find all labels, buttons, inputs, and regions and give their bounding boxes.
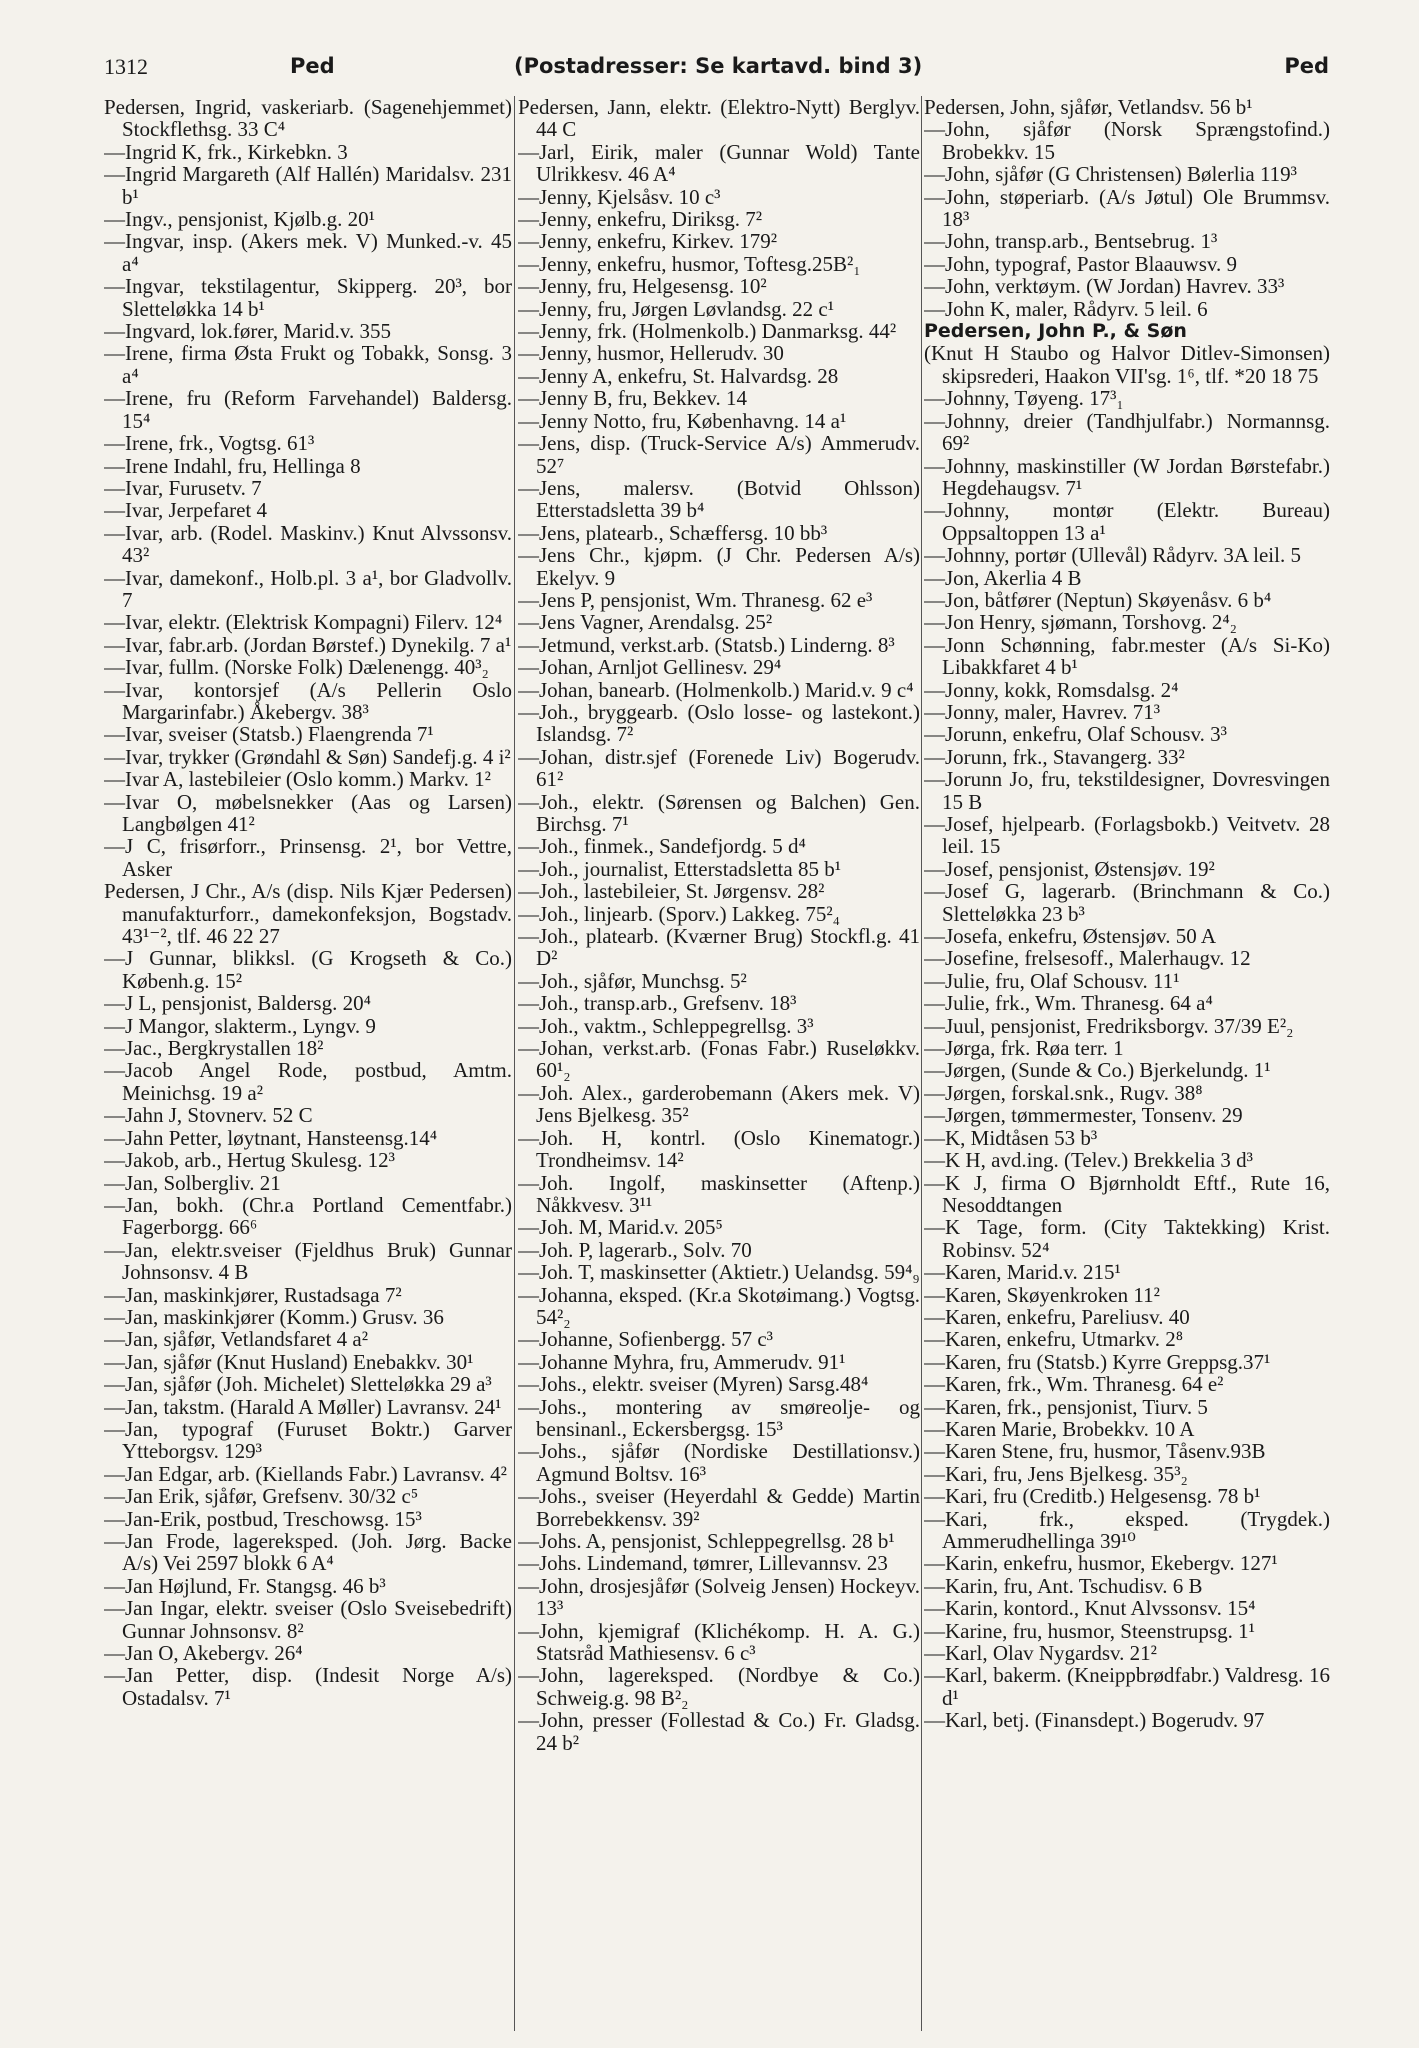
directory-entry: —Jenny B, fru, Bekkev. 14: [518, 386, 748, 411]
directory-entry: —Karl, Olav Nygardsv. 21²: [924, 1641, 1157, 1666]
directory-entry: —Jens, platearb., Schæffersg. 10 bb³: [518, 520, 828, 545]
directory-entry: —Irene Indahl, fru, Hellinga 8: [104, 453, 361, 478]
directory-entry: —Joh., vaktm., Schleppegrellsg. 3³: [518, 1013, 814, 1038]
header-right-keyword: Ped: [1284, 54, 1329, 78]
directory-entry: —Ivar, elektr. (Elektrisk Kompagni) Filerv. 12⁴: [104, 610, 503, 635]
directory-entry: —Ivar, fullm. (Norske Folk) Dælenengg. 40³₂: [104, 655, 489, 680]
directory-entry: —Jan, typograf (Furuset Boktr.) Garver Ytteborgsv. 129³: [104, 1416, 512, 1464]
directory-entry: —John, transp.arb., Bentsebrug. 1³: [924, 229, 1218, 254]
directory-entry: —Joh. H, kontrl. (Oslo Kinematogr.) Trondheimsv. 14²: [518, 1125, 920, 1173]
directory-entry: —Jan, sjåfør (Joh. Michelet) Sletteløkka 29 a³: [104, 1372, 492, 1397]
directory-entry: —J C, frisørforr., Prinsensg. 2¹, bor Vettre, Asker: [104, 834, 512, 881]
directory-entry: —Joh., sjåfør, Munchsg. 5²: [518, 968, 747, 993]
directory-entry: —Julie, frk., Wm. Thranesg. 64 a⁴: [924, 991, 1213, 1016]
directory-entry: —Jan, sjåfør, Vetlandsfaret 4 a²: [104, 1327, 368, 1352]
directory-entry: (Knut H Staubo og Halvor Ditlev-Simonsen) skipsrederi, Haakon VII'sg. 1⁶, tlf. *20 18 75: [924, 341, 1330, 388]
directory-entry: —Ingvard, lok.fører, Marid.v. 355: [104, 319, 392, 344]
directory-entry: —Jorunn Jo, fru, tekstildesigner, Dovresvingen 15 B: [924, 767, 1330, 814]
directory-entry: —Johan, verkst.arb. (Fonas Fabr.) Ruseløkkv. 60¹₂: [518, 1036, 920, 1083]
directory-entry: —Jan Ingar, elektr. sveiser (Oslo Sveisebedrift) Gunnar Johnsonsv. 8²: [104, 1596, 512, 1643]
directory-entry: —Jens, malersv. (Botvid Ohlsson) Etterstadsletta 39 b⁴: [518, 475, 920, 523]
directory-entry: —Johnny, portør (Ullevål) Rådyrv. 3A leil. 5: [924, 543, 1301, 568]
directory-entry: —Johs., montering av smøreolje- og bensinanl., Eckersbergsg. 15³: [518, 1394, 920, 1441]
directory-entry: —John, presser (Follestad & Co.) Fr. Gladsg. 24 b²: [518, 1708, 920, 1755]
directory-entry: —Karine, fru, husmor, Steenstrupsg. 1¹: [924, 1618, 1255, 1643]
directory-entry: —Jan, maskinkjører (Komm.) Grusv. 36: [104, 1304, 444, 1329]
directory-entry: —Ivar, trykker (Grøndahl & Søn) Sandefj.g. 4 i²: [104, 744, 511, 769]
directory-entry: —Juul, pensjonist, Fredriksborgv. 37/39 E²₂: [924, 1013, 1294, 1038]
directory-entry: —Josefine, frelsesoff., Malerhaugv. 12: [924, 946, 1251, 971]
directory-entry: —Ivar, kontorsjef (A/s Pellerin Oslo Margarinfabr.) Åkebergv. 38³: [104, 677, 512, 724]
directory-entry: —John, typograf, Pastor Blaauwsv. 9: [924, 251, 1238, 276]
directory-entry: Pedersen, Jann, elektr. (Elektro-Nytt) Berglyv. 44 C: [518, 96, 920, 142]
directory-entry: —Jenny Notto, fru, Københavng. 14 a¹: [518, 408, 847, 433]
directory-entry: —Jan, elektr.sveiser (Fjeldhus Bruk) Gunnar Johnsonsv. 4 B: [104, 1237, 512, 1285]
directory-entry: —K, Midtåsen 53 b³: [924, 1125, 1098, 1150]
directory-entry: —Jenny A, enkefru, St. Halvardsg. 28: [518, 363, 839, 388]
page-number: 1312: [104, 54, 148, 79]
directory-entry: —Josef, hjelpearb. (Forlagsbokb.) Veitvetv. 28 leil. 15: [924, 812, 1330, 859]
directory-column-2: [518, 96, 920, 2036]
directory-entry: —Jørga, frk. Røa terr. 1: [924, 1036, 1124, 1061]
directory-entry: Pedersen, John, sjåfør, Vetlandsv. 56 b¹: [924, 96, 1253, 119]
directory-entry: —Jan Højlund, Fr. Stangsg. 46 b³: [104, 1573, 386, 1598]
directory-entry: Pedersen, J Chr., A/s (disp. Nils Kjær Pedersen) manufakturforr., damekonfeksjon, Bogstadv. 43¹⁻², tlf. 46 22 27: [104, 879, 512, 949]
header-center-note: (Postadresser: Se kartavd. bind 3): [514, 54, 923, 78]
directory-entry: —John, lagereksped. (Nordbye & Co.) Schweig.g. 98 B²₂: [518, 1663, 920, 1710]
directory-entry: —Karen Marie, Brobekkv. 10 A: [924, 1416, 1195, 1441]
directory-entry: —Johan, Arnljot Gellinesv. 29⁴: [518, 655, 782, 680]
directory-entry: —Ingvar, insp. (Akers mek. V) Munked.-v. 45 a⁴: [104, 229, 512, 276]
directory-entry: —Julie, fru, Olaf Schousv. 11¹: [924, 968, 1180, 993]
directory-entry: —Johan, banearb. (Holmenkolb.) Marid.v. 9 c⁴: [518, 677, 914, 702]
directory-entry: —Johnny, montør (Elektr. Bureau) Oppsaltoppen 13 a¹: [924, 498, 1330, 545]
directory-entry: —Jorunn, frk., Stavangerg. 33²: [924, 744, 1185, 769]
column-divider: [514, 96, 515, 2031]
directory-entry: —Karen, frk., Wm. Thranesg. 64 e²: [924, 1372, 1224, 1397]
directory-column-1: [104, 96, 512, 2036]
directory-entry: —Jarl, Eirik, maler (Gunnar Wold) Tante Ulrikkesv. 46 A⁴: [518, 139, 920, 187]
directory-entry: —Johanna, eksped. (Kr.a Skotøimang.) Vogtsg. 54²₂: [518, 1282, 920, 1329]
directory-entry: —Jørgen, (Sunde & Co.) Bjerkelundg. 1¹: [924, 1058, 1271, 1083]
directory-entry: —Ingvar, tekstilagentur, Skipperg. 20³, bor Sletteløkka 14 b¹: [104, 274, 512, 321]
directory-entry: —Joh., journalist, Etterstadsletta 85 b¹: [518, 856, 841, 881]
directory-column-3: [924, 96, 1330, 2036]
directory-entry: —Jan, Solbergliv. 21: [104, 1170, 281, 1195]
directory-entry: —Jan Petter, disp. (Indesit Norge A/s) Ostadalsv. 7¹: [104, 1663, 512, 1710]
directory-entry: —Karin, enkefru, husmor, Ekebergv. 127¹: [924, 1551, 1278, 1576]
directory-entry: —Irene, frk., Vogtsg. 61³: [104, 431, 315, 456]
directory-entry: —Ingv., pensjonist, Kjølb.g. 20¹: [104, 207, 375, 232]
directory-entry: —Jan, bokh. (Chr.a Portland Cementfabr.) Fagerborgg. 66⁶: [104, 1192, 512, 1240]
directory-entry: —Ivar O, møbelsnekker (Aas og Larsen) Langbølgen 41²: [104, 789, 512, 836]
directory-entry: —Joh., finmek., Sandefjordg. 5 d⁴: [518, 834, 806, 859]
directory-entry: —Jenny, fru, Jørgen Løvlandsg. 22 c¹: [518, 296, 834, 321]
directory-entry: —Johs., sjåfør (Nordiske Destillationsv.) Agmund Boltsv. 16³: [518, 1439, 920, 1486]
directory-entry: —J Gunnar, blikksl. (G Krogseth & Co.) Københ.g. 15²: [104, 946, 512, 993]
directory-entry: —Jonny, kokk, Romsdalsg. 2⁴: [924, 677, 1179, 702]
directory-entry: —Jørgen, forskal.snk., Rugv. 38⁸: [924, 1080, 1203, 1105]
directory-entry: —Ivar, sveiser (Statsb.) Flaengrenda 7¹: [104, 722, 434, 747]
directory-entry: —K H, avd.ing. (Telev.) Brekkelia 3 d³: [924, 1148, 1253, 1173]
directory-entry: —Johnny, Tøyeng. 17³₁: [924, 386, 1124, 411]
directory-entry: Pedersen, Ingrid, vaskeriarb. (Sagenehjemmet) Stockflethsg. 33 C⁴: [104, 96, 512, 142]
directory-entry: —Karen, Marid.v. 215¹: [924, 1260, 1121, 1285]
directory-entry: —Karl, betj. (Finansdept.) Bogerudv. 97: [924, 1708, 1265, 1733]
directory-entry: —Joh. Alex., garderobemann (Akers mek. V) Jens Bjelkesg. 35²: [518, 1080, 920, 1128]
directory-entry: —Josef, pensjonist, Østensjøv. 19²: [924, 856, 1215, 881]
directory-entry: —Joh. M, Marid.v. 205⁵: [518, 1215, 723, 1240]
directory-entry: —Jacob Angel Rode, postbud, Amtm. Meinichsg. 19 a²: [104, 1058, 512, 1105]
directory-entry: —Jenny, enkefru, Diriksg. 7²: [518, 207, 763, 232]
directory-entry: —Karen Stene, fru, husmor, Tåsenv.93B: [924, 1439, 1266, 1464]
directory-entry: —Ivar, Jerpefaret 4: [104, 498, 267, 523]
directory-entry: —Jens P, pensjonist, Wm. Thranesg. 62 e³: [518, 587, 873, 612]
directory-entry: —John K, maler, Rådyrv. 5 leil. 6: [924, 296, 1208, 321]
directory-entry: —Johnny, maskinstiller (W Jordan Børstefabr.) Hegdehaugsv. 7¹: [924, 453, 1330, 500]
directory-entry: —Ivar, damekonf., Holb.pl. 3 a¹, bor Gladvollv. 7: [104, 565, 512, 612]
directory-entry: —J Mangor, slakterm., Lyngv. 9: [104, 1013, 376, 1038]
directory-entry: —Jens Vagner, Arendalsg. 25²: [518, 610, 773, 635]
directory-entry: —Joh., linjearb. (Sporv.) Lakkeg. 75²₄: [518, 901, 840, 926]
directory-entry: —John, sjåfør (G Christensen) Bølerlia 119³: [924, 162, 1297, 187]
directory-entry: —Jan, maskinkjører, Rustadsaga 7²: [104, 1282, 402, 1307]
directory-entry: —Jens, disp. (Truck-Service A/s) Ammerudv. 52⁷: [518, 431, 920, 478]
directory-entry: —Johs., sveiser (Heyerdahl & Gedde) Martin Borrebekkensv. 39²: [518, 1484, 920, 1531]
directory-entry: —Jenny, fru, Helgesensg. 10²: [518, 274, 767, 299]
directory-entry: —Ivar, arb. (Rodel. Maskinv.) Knut Alvssonsv. 43²: [104, 520, 512, 568]
directory-entry: —Kari, fru (Creditb.) Helgesensg. 78 b¹: [924, 1484, 1261, 1509]
directory-entry: —Jonny, maler, Havrev. 71³: [924, 699, 1161, 724]
directory-entry: —John, støperiarb. (A/s Jøtul) Ole Brummsv. 18³: [924, 184, 1330, 232]
directory-entry: —Jenny, enkefru, Kirkev. 179²: [518, 229, 778, 254]
directory-entry: —Jorunn, enkefru, Olaf Schousv. 3³: [924, 722, 1227, 747]
directory-entry: —Irene, firma Østa Frukt og Tobakk, Sonsg. 3 a⁴: [104, 341, 512, 388]
directory-entry: —Karen, Skøyenkroken 11²: [924, 1282, 1160, 1307]
page-header: [104, 54, 1329, 90]
directory-entry: —Jan, takstm. (Harald A Møller) Lavransv. 24¹: [104, 1394, 502, 1419]
directory-entry: —Jon, Akerlia 4 B: [924, 565, 1082, 590]
directory-entry: —Johs. Lindemand, tømrer, Lillevannsv. 23: [518, 1551, 888, 1576]
directory-entry: —Joh. Ingolf, maskinsetter (Aftenp.) Nåkkvesv. 3¹¹: [518, 1170, 920, 1217]
directory-entry: —Jan-Erik, postbud, Treschowsg. 15³: [104, 1506, 422, 1531]
directory-entry: —Jenny, Kjelsåsv. 10 c³: [518, 184, 721, 209]
directory-entry: —Joh., lastebileier, St. Jørgensv. 28²: [518, 879, 825, 904]
header-left-keyword: Ped: [290, 54, 335, 78]
directory-entry: —Karin, kontord., Knut Alvssonsv. 15⁴: [924, 1596, 1256, 1621]
directory-entry: —Josef G, lagerarb. (Brinchmann & Co.) Sletteløkka 23 b³: [924, 879, 1330, 926]
directory-entry: —Joh., bryggearb. (Oslo losse- og lastekont.) Islandsg. 7²: [518, 699, 920, 747]
directory-entry: —Jørgen, tømmermester, Tonsenv. 29: [924, 1103, 1243, 1128]
directory-entry: —Karen, enkefru, Utmarkv. 2⁸: [924, 1327, 1184, 1352]
directory-entry: —John, sjåfør (Norsk Sprængstofind.) Brobekkv. 15: [924, 117, 1330, 164]
directory-entry: —Jahn Petter, løytnant, Hansteensg.14⁴: [104, 1125, 438, 1150]
directory-entry: —Johanne Myhra, fru, Ammerudv. 91¹: [518, 1349, 846, 1374]
directory-entry: —Joh., elektr. (Sørensen og Balchen) Gen. Birchsg. 7¹: [518, 789, 920, 836]
directory-entry: —Karen, enkefru, Pareliusv. 40: [924, 1304, 1190, 1329]
directory-entry: —Jan, sjåfør (Knut Husland) Enebakkv. 30¹: [104, 1349, 474, 1374]
directory-entry: —Jenny, husmor, Hellerudv. 30: [518, 341, 784, 366]
directory-entry: —Jetmund, verkst.arb. (Statsb.) Linderng. 8³: [518, 632, 895, 657]
directory-entry: —Jens Chr., kjøpm. (J Chr. Pedersen A/s) Ekelyv. 9: [518, 543, 920, 590]
directory-entry: —Johnny, dreier (Tandhjulfabr.) Normannsg. 69²: [924, 408, 1330, 456]
directory-entry: —Jonn Schønning, fabr.mester (A/s Si-Ko) Libakkfaret 4 b¹: [924, 632, 1330, 680]
directory-entry: —Jenny, enkefru, husmor, Toftesg.25B²₁: [518, 251, 861, 276]
directory-entry: —Josefa, enkefru, Østensjøv. 50 A: [924, 924, 1217, 949]
directory-entry: —Jan Erik, sjåfør, Grefsenv. 30/32 c⁵: [104, 1484, 419, 1509]
directory-entry: —Jahn J, Stovnerv. 52 C: [104, 1103, 313, 1128]
column-divider: [921, 96, 922, 2031]
directory-entry: —Joh. T, maskinsetter (Aktietr.) Uelandsg. 59⁴₉: [518, 1260, 920, 1285]
directory-entry: —J L, pensjonist, Baldersg. 20⁴: [104, 991, 371, 1016]
directory-entry: —Karl, bakerm. (Kneippbrødfabr.) Valdresg. 16 d¹: [924, 1663, 1330, 1710]
directory-entry: —Karin, fru, Ant. Tschudisv. 6 B: [924, 1573, 1203, 1598]
directory-entry: —Irene, fru (Reform Farvehandel) Baldersg. 15⁴: [104, 386, 512, 433]
directory-entry: —Kari, fru, Jens Bjelkesg. 35³₂: [924, 1461, 1188, 1486]
directory-entry: —Jakob, arb., Hertug Skulesg. 12³: [104, 1148, 395, 1173]
directory-entry: —Ivar A, lastebileier (Oslo komm.) Markv. 1²: [104, 767, 491, 792]
directory-entry: —Johan, distr.sjef (Forenede Liv) Bogerudv. 61²: [518, 744, 920, 792]
directory-entry: —Jan Frode, lagereksped. (Joh. Jørg. Backe A/s) Vei 2597 blokk 6 A⁴: [104, 1529, 512, 1576]
directory-entry: —John, kjemigraf (Klichékomp. H. A. G.) Statsråd Mathiesensv. 6 c³: [518, 1618, 920, 1666]
directory-entry: —Johs. A, pensjonist, Schleppegrellsg. 28 b¹: [518, 1529, 895, 1553]
directory-entry: —Jan O, Akebergv. 26⁴: [104, 1641, 303, 1666]
directory-entry: —Karen, frk., pensjonist, Tiurv. 5: [924, 1394, 1208, 1419]
directory-entry: —John, verktøym. (W Jordan) Havrev. 33³: [924, 274, 1285, 299]
directory-entry: —Ivar, Furusetv. 7: [104, 475, 262, 500]
directory-entry: —Karen, fru (Statsb.) Kyrre Greppsg.37¹: [924, 1349, 1271, 1374]
directory-entry: —John, drosjesjåfør (Solveig Jensen) Hockeyv. 13³: [518, 1573, 920, 1621]
directory-entry: —Jenny, frk. (Holmenkolb.) Danmarksg. 44²: [518, 319, 897, 344]
directory-entry: —Ingrid Margareth (Alf Hallén) Maridalsv. 231 b¹: [104, 162, 512, 209]
directory-entry: —K J, firma O Bjørnholdt Eftf., Rute 16, Nesoddtangen: [924, 1170, 1330, 1217]
directory-entry: —Johanne, Sofienbergg. 57 c³: [518, 1327, 773, 1352]
directory-entry: —Jac., Bergkrystallen 18²: [104, 1036, 324, 1061]
directory-entry: —K Tage, form. (City Taktekking) Krist. Robinsv. 52⁴: [924, 1215, 1330, 1262]
directory-entry: —Ingrid K, frk., Kirkebkn. 3: [104, 139, 348, 164]
directory-entry: —Joh., platearb. (Kværner Brug) Stockfl.g. 41 D²: [518, 924, 920, 971]
directory-entry: —Joh., transp.arb., Grefsenv. 18³: [518, 991, 797, 1016]
directory-entry: —Kari, frk., eksped. (Trygdek.) Ammerudhellinga 39¹⁰: [924, 1506, 1330, 1553]
directory-entry: —Ivar, fabr.arb. (Jordan Børstef.) Dynekilg. 7 a¹: [104, 632, 512, 657]
directory-entry: —Jan Edgar, arb. (Kiellands Fabr.) Lavransv. 4²: [104, 1461, 507, 1486]
firm-heading: Pedersen, John P., & Søn: [924, 320, 1187, 343]
directory-entry: —Jon, båtfører (Neptun) Skøyenåsv. 6 b⁴: [924, 587, 1272, 612]
directory-entry: —Johs., elektr. sveiser (Myren) Sarsg.48⁴: [518, 1372, 869, 1397]
directory-entry: —Jon Henry, sjømann, Torshovg. 2⁴₂: [924, 610, 1237, 635]
directory-entry: —Joh. P, lagerarb., Solv. 70: [518, 1237, 752, 1262]
